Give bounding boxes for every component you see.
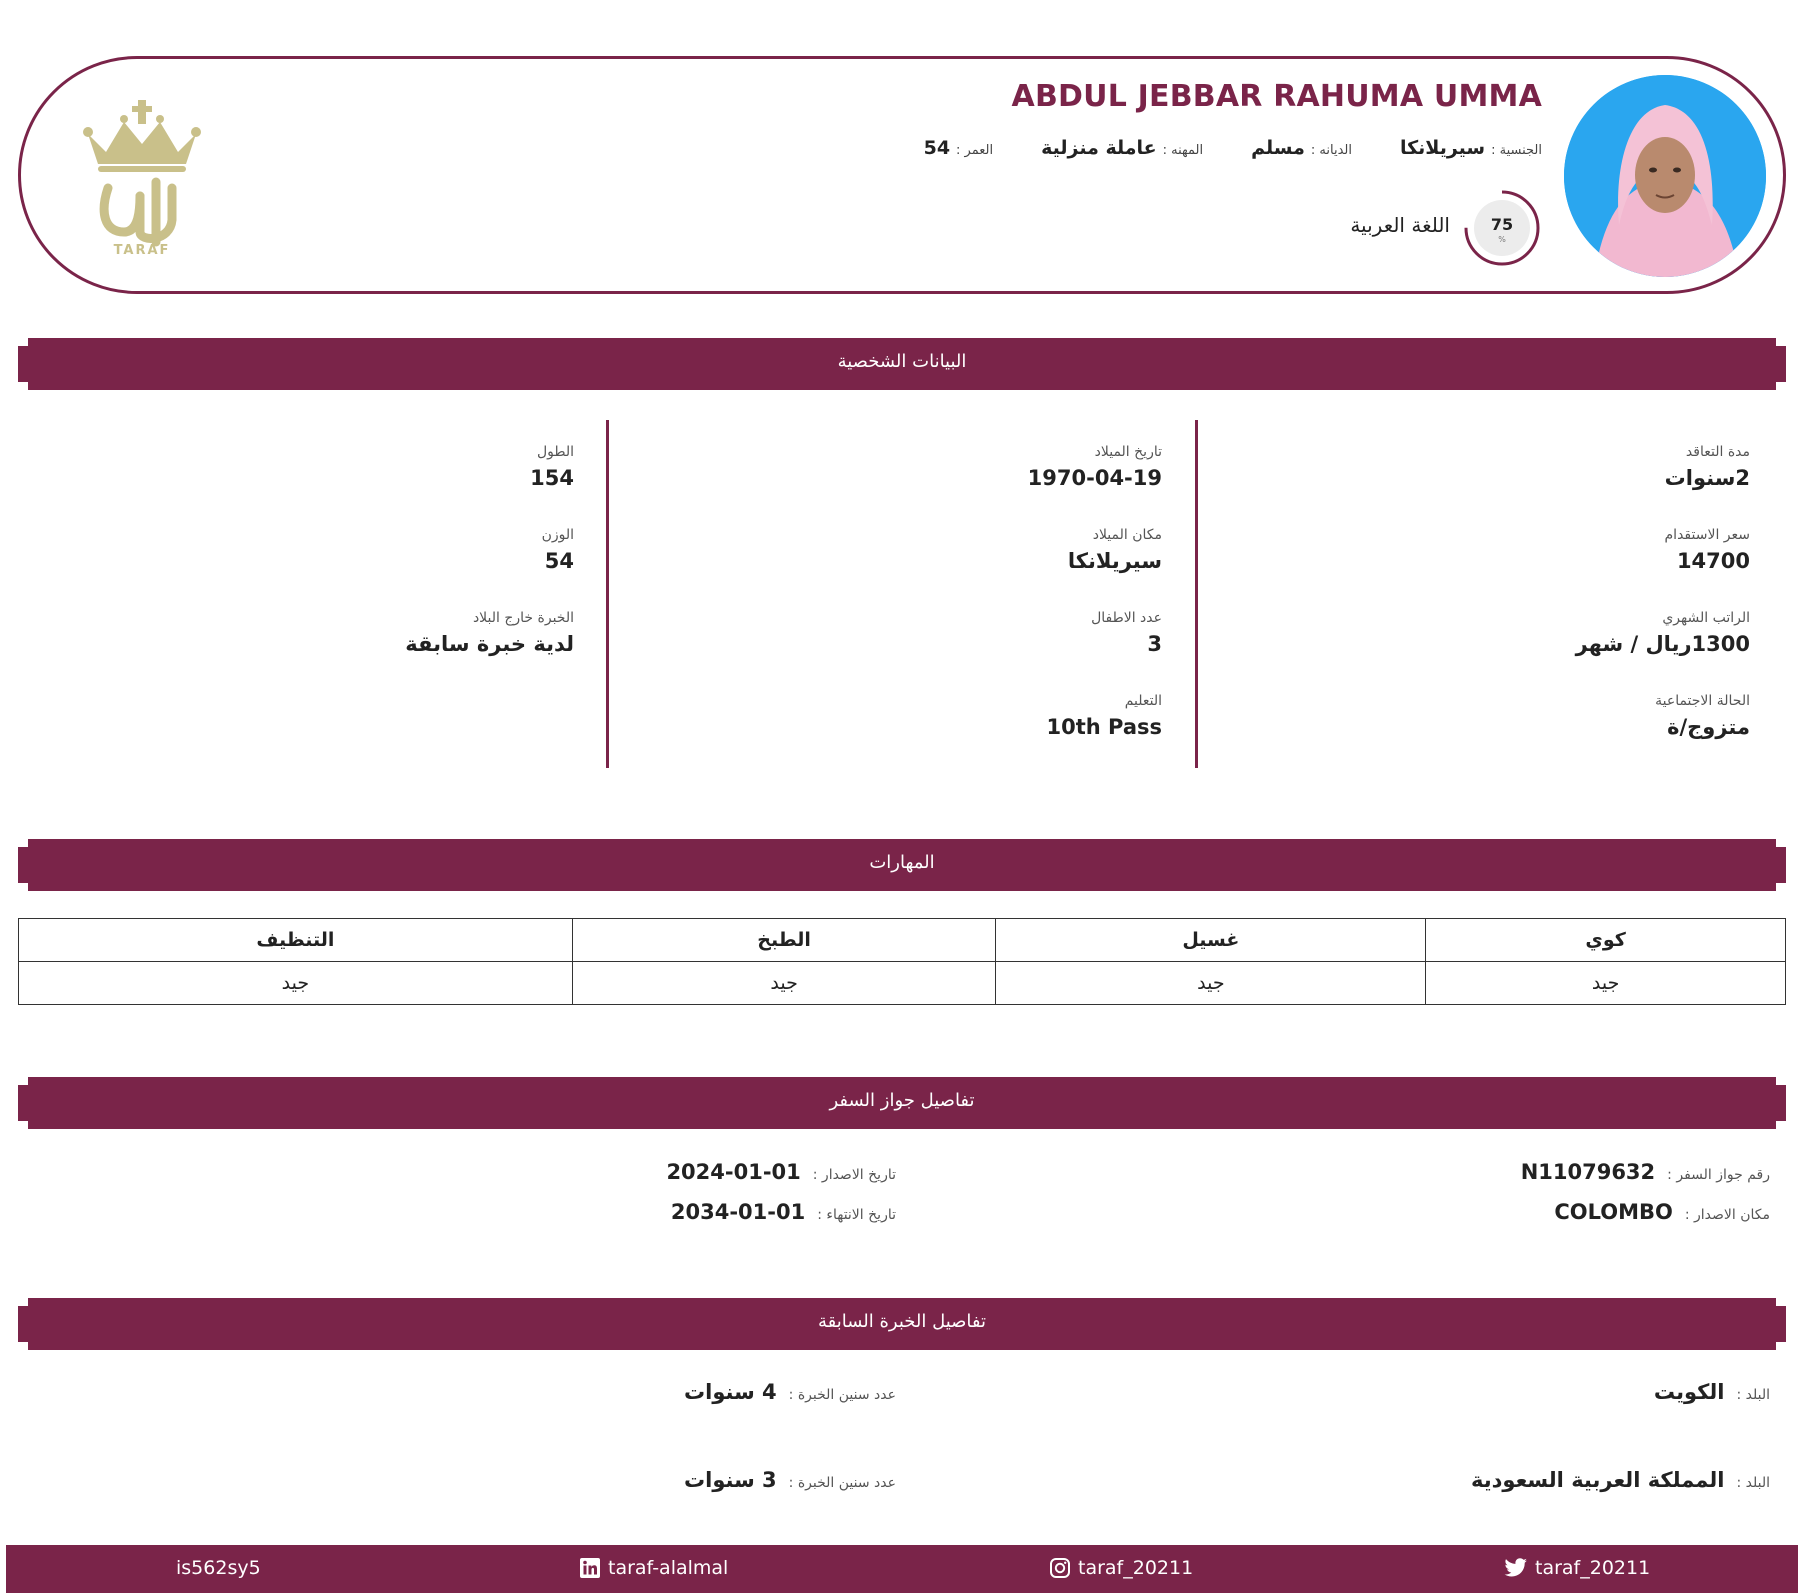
passport-number bbox=[1521, 1160, 1770, 1184]
field-monthly-salary bbox=[1290, 608, 1750, 660]
field-value: لدية خبرة سابقة bbox=[405, 632, 574, 656]
age-item bbox=[924, 137, 994, 159]
footer-bar bbox=[6, 1545, 1798, 1593]
passport-issue-value: 2024-01-01 bbox=[666, 1160, 801, 1184]
age-value: 54 bbox=[923, 137, 951, 159]
reference-code-text: is562sy5 bbox=[176, 1557, 261, 1579]
language-progress-ring bbox=[1462, 188, 1542, 268]
experience-country bbox=[1471, 1468, 1770, 1492]
field-label: الطول bbox=[536, 444, 574, 460]
section-banner-experience bbox=[18, 1298, 1786, 1350]
field-value: 154 bbox=[530, 466, 574, 490]
header-info-row bbox=[876, 137, 1542, 159]
experience-years-label: عدد سنين الخبرة : bbox=[788, 1475, 896, 1491]
passport-expiry-date bbox=[671, 1200, 896, 1224]
section-title-passport: تفاصيل جواز السفر bbox=[829, 1090, 975, 1111]
field-value: 2سنوات bbox=[1664, 466, 1750, 490]
passport-place-value: COLOMBO bbox=[1554, 1200, 1673, 1224]
section-banner-personal bbox=[18, 338, 1786, 390]
linkedin-handle: taraf-alalmal bbox=[608, 1557, 729, 1579]
field-label: الحالة الاجتماعية bbox=[1655, 693, 1750, 709]
field-education bbox=[702, 691, 1162, 743]
religion-value: مسلم bbox=[1251, 137, 1305, 159]
logo-text: TARAF bbox=[113, 243, 171, 258]
skill-name: الطبخ bbox=[572, 919, 996, 962]
instagram-icon bbox=[1049, 1557, 1071, 1579]
passport-expiry-value: 2034-01-01 bbox=[670, 1200, 806, 1224]
religion-label: الديانه : bbox=[1310, 143, 1352, 158]
field-value: متزوج/ة bbox=[1667, 715, 1750, 739]
skill-name: التنظيف bbox=[19, 919, 573, 962]
field-value: 1300ريال / شهر bbox=[1575, 632, 1750, 656]
field-weight bbox=[114, 525, 574, 577]
field-value: 3 bbox=[1147, 632, 1162, 656]
skills-header-row bbox=[19, 919, 1786, 962]
experience-country-value: المملكة العربية السعودية bbox=[1471, 1468, 1725, 1492]
passport-expiry-label: تاريخ الانتهاء : bbox=[817, 1207, 896, 1223]
field-children bbox=[702, 608, 1162, 660]
skill-name: كوي bbox=[1426, 919, 1786, 962]
section-banner-passport bbox=[18, 1077, 1786, 1129]
nationality-item bbox=[1400, 137, 1542, 159]
nationality-value: سيريلانكا bbox=[1399, 137, 1486, 159]
skills-level-row bbox=[19, 962, 1786, 1005]
field-label: الخبرة خارج البلاد bbox=[472, 610, 574, 626]
worker-name: ABDUL JEBBAR RAHUMA UMMA bbox=[1011, 79, 1542, 114]
field-value: 14700 bbox=[1676, 549, 1750, 573]
section-title-skills: المهارات bbox=[869, 852, 935, 873]
profile-photo bbox=[1564, 75, 1766, 277]
experience-years-value: 3 سنوات bbox=[684, 1468, 777, 1492]
age-label: العمر : bbox=[956, 143, 994, 158]
nationality-label: الجنسية : bbox=[1491, 143, 1542, 158]
field-marital-status bbox=[1290, 691, 1750, 743]
passport-number-value: N11079632 bbox=[1520, 1160, 1656, 1184]
profession-value: عاملة منزلية bbox=[1041, 137, 1157, 159]
field-experience-abroad bbox=[114, 608, 574, 660]
passport-issue-date bbox=[666, 1160, 896, 1184]
twitter-icon bbox=[1504, 1557, 1528, 1579]
experience-country bbox=[1654, 1380, 1770, 1404]
section-title-experience: تفاصيل الخبرة السابقة bbox=[817, 1311, 987, 1332]
instagram-handle: taraf_20211 bbox=[1078, 1557, 1194, 1579]
twitter-link[interactable] bbox=[1504, 1557, 1650, 1579]
twitter-handle: taraf_20211 bbox=[1535, 1557, 1651, 1579]
field-label: عدد الاطفال bbox=[1091, 610, 1162, 626]
experience-country-label: البلد : bbox=[1736, 1475, 1770, 1491]
section-banner-skills bbox=[18, 839, 1786, 891]
field-birth-place bbox=[702, 525, 1162, 577]
field-value: 1970-04-19 bbox=[1027, 466, 1162, 490]
field-label: مدة التعاقد bbox=[1685, 444, 1750, 460]
language-name: اللغة العربية bbox=[1350, 213, 1450, 237]
linkedin-icon bbox=[579, 1557, 601, 1579]
field-label: التعليم bbox=[1124, 693, 1162, 709]
field-height bbox=[114, 442, 574, 494]
profession-item bbox=[1041, 137, 1203, 159]
field-value: 54 bbox=[544, 549, 574, 573]
language-percent-sign: % bbox=[1498, 235, 1506, 244]
instagram-link[interactable] bbox=[1049, 1557, 1193, 1579]
passport-number-label: رقم جواز السفر : bbox=[1667, 1167, 1770, 1183]
skill-level: جيد bbox=[996, 962, 1426, 1005]
experience-years bbox=[684, 1468, 896, 1492]
passport-issue-label: تاريخ الاصدار : bbox=[812, 1167, 896, 1183]
experience-years-label: عدد سنين الخبرة : bbox=[788, 1387, 896, 1403]
field-label: تاريخ الميلاد bbox=[1094, 444, 1162, 460]
reference-code bbox=[176, 1557, 261, 1579]
language-percent: 75 bbox=[1490, 215, 1514, 234]
experience-country-value: الكويت bbox=[1653, 1380, 1725, 1404]
field-birth-date bbox=[702, 442, 1162, 494]
field-value: سيريلانكا bbox=[1067, 549, 1162, 573]
column-divider bbox=[1195, 420, 1198, 768]
skill-level: جيد bbox=[572, 962, 996, 1005]
religion-item bbox=[1251, 137, 1352, 159]
field-label: سعر الاستقدام bbox=[1664, 527, 1750, 543]
passport-place-label: مكان الاصدار : bbox=[1684, 1207, 1770, 1223]
passport-place bbox=[1554, 1200, 1770, 1224]
crown-logo bbox=[80, 92, 204, 258]
skills-table bbox=[18, 918, 1786, 1005]
experience-years bbox=[684, 1380, 896, 1404]
field-recruitment-price bbox=[1290, 525, 1750, 577]
experience-country-label: البلد : bbox=[1736, 1387, 1770, 1403]
field-label: الراتب الشهري bbox=[1662, 610, 1750, 626]
field-label: مكان الميلاد bbox=[1092, 527, 1162, 543]
column-divider bbox=[606, 420, 609, 768]
field-contract-duration bbox=[1290, 442, 1750, 494]
skill-level: جيد bbox=[19, 962, 573, 1005]
profession-label: المهنه : bbox=[1162, 143, 1204, 158]
field-label: الوزن bbox=[541, 527, 574, 543]
skill-name: غسيل bbox=[996, 919, 1426, 962]
skill-level: جيد bbox=[1426, 962, 1786, 1005]
linkedin-link[interactable] bbox=[579, 1557, 728, 1579]
section-title-personal: البيانات الشخصية bbox=[837, 351, 967, 372]
experience-years-value: 4 سنوات bbox=[684, 1380, 777, 1404]
field-value: 10th Pass bbox=[1046, 715, 1162, 739]
